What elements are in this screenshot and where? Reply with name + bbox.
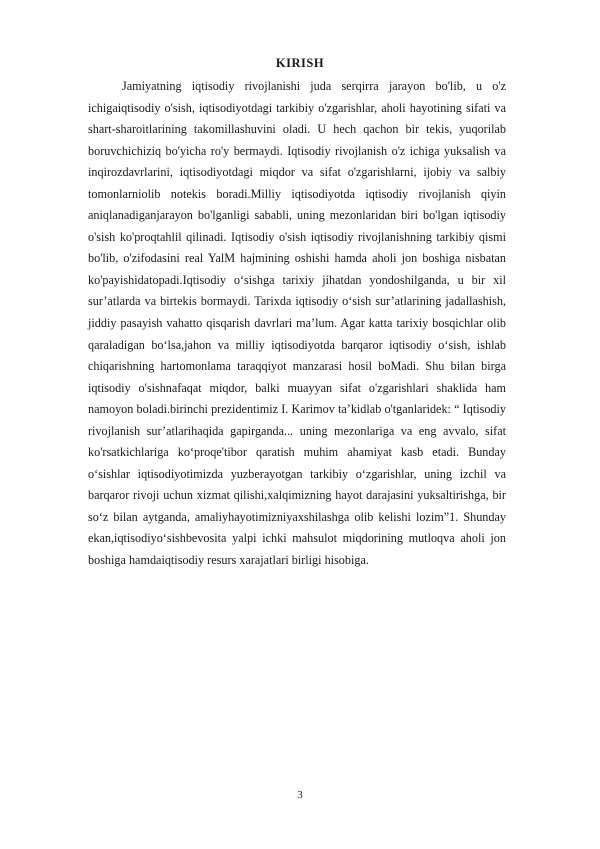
body-paragraph: Jamiyatning iqtisodiy rivojlanishi juda serqirra jarayon bo'lib, u o'z ichigaiqtisodiy o'sish, iqtisodiyotdagi tarkibiy o'zgarishlar, aholi hayotining sifati va shart-sharoitlarining takomillashuvini oladi. U hech qachon bir tekis, yuqorilab boruvchichiziq bo'yicha ro'y bermaydi. Iqtisodiy rivojlanish o'z ichiga yuksalish va inqirozdavrlarini, iqtisodiyotdagi miqdor va sifat o'zgarishlarni, ijobiy va salbiy tomonlarniolib notekis boradi.Milliy iqtisodiyotda iqtisodiy rivojlanish qiyin aniqlanadiganjarayon bo'lganligi sababli, uning mezonlaridan biri bo'lgan iqtisodiy o'sish ko'proqtahlil qilinadi. Iqtisodiy o'sish iqtisodiy rivojlanishning tarkibiy qismi bo'lib, o'zifodasini real YalM hajmining oshishi hamda aholi jon boshiga nisbatan ko'payishidatopadi.Iqtisodiy o‘sishga tarixiy jihatdan yondoshilganda, u bir xil sur’atlarda va birtekis bormaydi. Tarixda iqtisodiy o‘sish sur’atlarining jadallashish, jiddiy pasayish vahatto qisqarish davrlari ma’lum. Agar katta tarixiy bosqichlar olib qaraladigan bo‘lsa,jahon va milliy iqtisodiyotda barqaror iqtisodiy o‘sish, ishlab chiqarishning hartomonlama taraqqiyot manzarasi hosil boMadi. Shu bilan birga iqtisodiy o'sishnafaqat miqdor, balki muayyan sifat o'zgarishlari shaklida ham namoyon boladi.birinchi prezidentimiz I. Karimov ta’kidlab o'tganlaridek: “ Iqtisodiy rivojlanish sur’atlarihaqida gapirganda... uning mezonlariga va eng avvalo, sifat ko'rsatkichlariga ko‘proqe'tibor qaratish muhim ahamiyat kasb etadi. Bunday o‘sishlar iqtisodiyotimizda yuzberayotgan tarkibiy o‘zgarishlar, uning izchil va barqaror rivoji uchun xizmat qilishi,xalqimizning hayot darajasini yuksaltirishga, bir so‘z bilan aytganda, amaliyhayotimizniyaxshilashga olib kelishi lozim”1. Shunday ekan,iqtisodiyo‘sishbevosita yalpi ichki mahsulot miqdorining mutloqva aholi jon boshiga hamdaiqtisodiy resurs xarajatlari birligi hisobiga. bbox=[88, 79, 506, 568]
page-number: 3 bbox=[297, 789, 303, 801]
page-title: KIRISH bbox=[275, 56, 325, 70]
